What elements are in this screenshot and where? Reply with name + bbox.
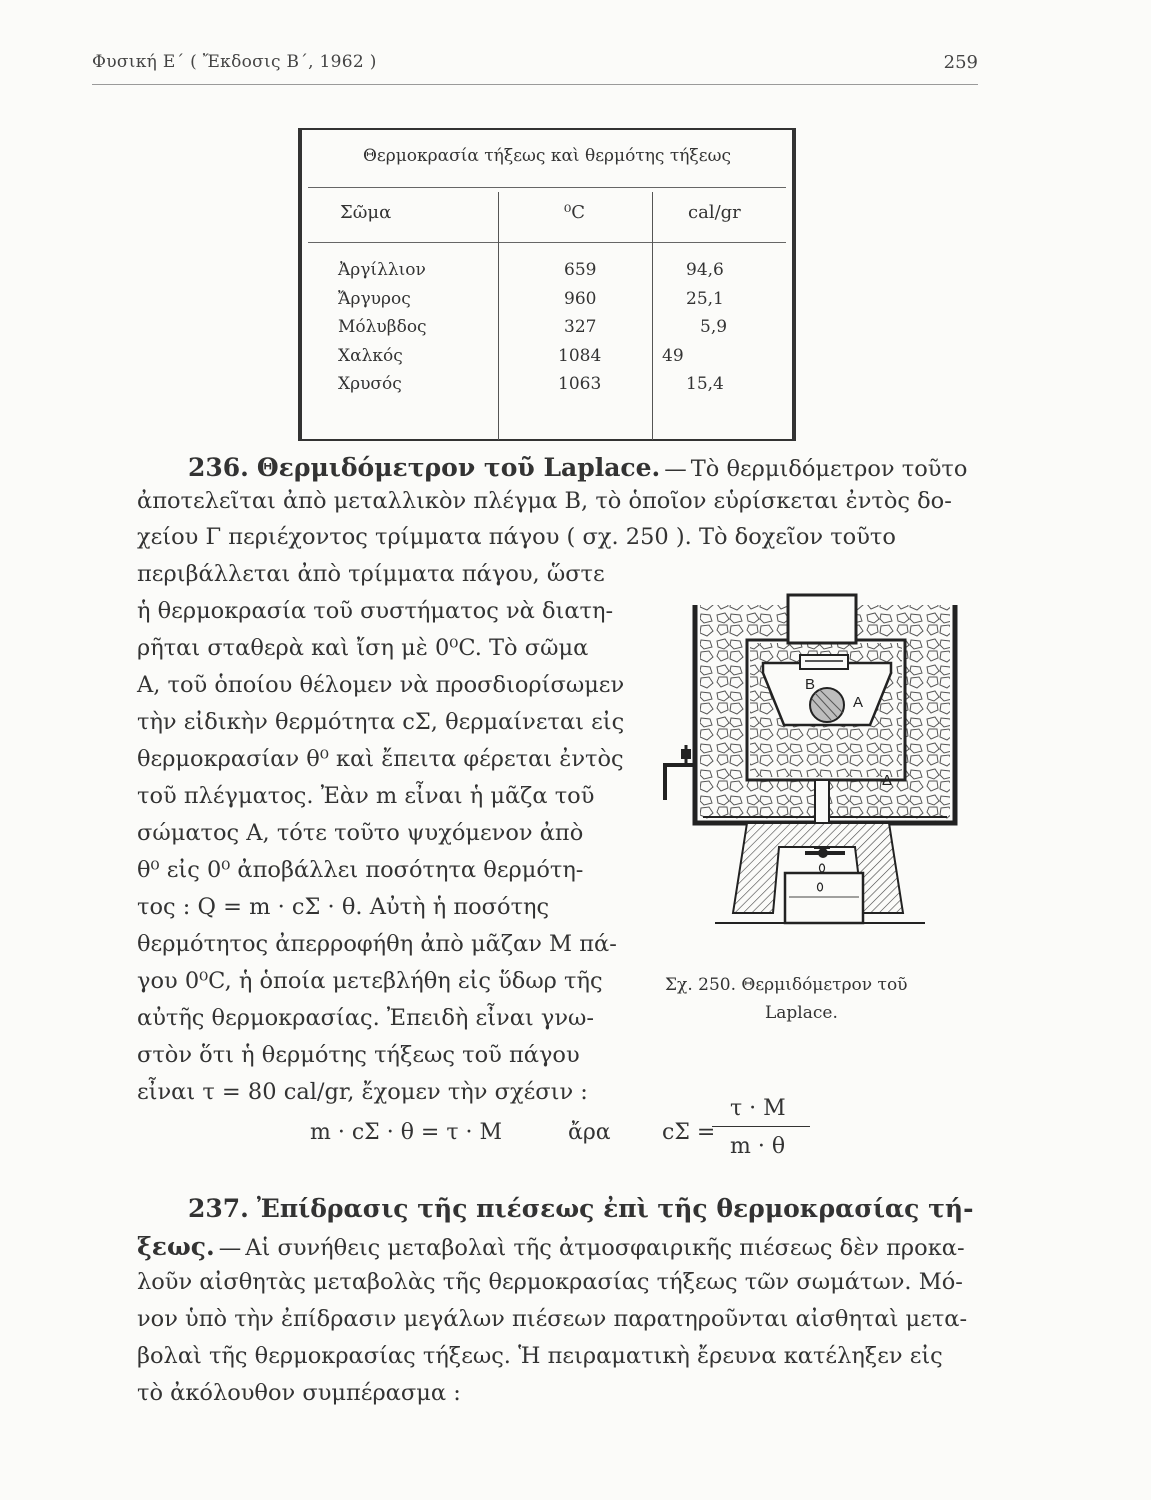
- melting-table: [298, 128, 796, 441]
- paragraph-line: αὐτῆς θερμοκρασίας. Ἐπειδὴ εἶναι γνω-: [137, 1005, 594, 1031]
- paragraph-line: ἡ θερμοκρασία τοῦ συστήματος νὰ διατη-: [137, 598, 614, 624]
- paragraph-line: Τὸ θερμιδόμετρον τοῦτο: [690, 456, 968, 482]
- table-rule: [308, 187, 786, 188]
- paragraph-line: σώματος Α, τότε τοῦτο ψυχόμενον ἀπὸ: [137, 820, 584, 846]
- paragraph-line: λοῦν αἰσθητὰς μεταβολὰς τῆς θερμοκρασίας τήξεως τῶν σωμάτων. Μό-: [137, 1269, 963, 1295]
- section-title: Θερμιδόμετρον τοῦ Laplace.: [256, 453, 661, 482]
- cell-heat: 49: [662, 345, 684, 366]
- cell-temperature: 1063: [558, 374, 602, 394]
- fraction-bar: [712, 1126, 810, 1127]
- cell-heat: 25,1: [686, 288, 724, 309]
- paragraph-line: ἀποτελεῖται ἀπὸ μεταλλικὸν πλέγμα Β, τὸ ὁποῖον εὑρίσκεται ἐντὸς δο-: [137, 488, 952, 514]
- paragraph-line: στὸν ὅτι ἡ θερμότης τήξεως τοῦ πάγου: [137, 1042, 580, 1068]
- section-dash: —: [664, 456, 687, 482]
- label-a: Α: [853, 694, 864, 711]
- paragraph-line: βολαὶ τῆς θερμοκρασίας τήξεως. Ἡ πειραματικὴ ἔρευνα κατέληξεν εἰς: [137, 1343, 943, 1369]
- paragraph-line: γου 0⁰C, ἡ ὁποία μετεβλήθη εἰς ὕδωρ τῆς: [137, 968, 603, 994]
- side-tap: [665, 765, 695, 800]
- section-237-heading: [188, 1196, 973, 1221]
- paragraph-line: θ⁰ εἰς 0⁰ ἀποβάλλει ποσότητα θερμότη-: [137, 857, 584, 883]
- section-236-heading: [188, 455, 967, 481]
- paragraph-line: τος : Q = m · cΣ · θ. Αὐτὴ ἡ ποσότης: [137, 894, 550, 920]
- paragraph-line: [137, 1234, 965, 1260]
- cell-temperature: 327: [564, 317, 597, 337]
- table-rule: [308, 242, 786, 243]
- paragraph-line: Α, τοῦ ὁποίου θέλομεν νὰ προσδιορίσωμεν: [137, 672, 625, 698]
- paragraph-line: θερμοκρασίαν θ⁰ καὶ ἔπειτα φέρεται ἐντὸς: [137, 746, 624, 772]
- caption-line: Laplace.: [765, 1003, 838, 1023]
- section-number: 236.: [188, 453, 249, 482]
- caption-line: Σχ. 250. Θερμιδόμετρον τοῦ: [665, 975, 908, 995]
- paragraph-line: χείου Γ περιέχοντος τρίμματα πάγου ( σχ. 250 ). Τὸ δοχεῖον τοῦτο: [137, 524, 896, 550]
- table-row: [302, 346, 792, 375]
- section-title-cont: ξεως.: [137, 1232, 215, 1261]
- cell-substance: Μόλυβδος: [338, 317, 427, 337]
- section-dash: —: [218, 1235, 242, 1261]
- calorimeter-figure: [655, 585, 975, 930]
- equation-word: ἄρα: [568, 1120, 611, 1145]
- cell-heat: 15,4: [686, 374, 724, 394]
- cell-temperature: 659: [564, 260, 597, 280]
- table-row: [302, 317, 792, 346]
- paragraph-line: τὴν εἰδικὴν θερμότητα cΣ, θερμαίνεται εἰς: [137, 709, 625, 735]
- label-b: Β: [805, 676, 816, 693]
- page-number: 259: [943, 52, 978, 73]
- section-title: Ἐπίδρασις τῆς πιέσεως ἐπὶ τῆς θερμοκρασίας τή-: [256, 1194, 974, 1223]
- paragraph-line: τοῦ πλέγματος. Ἐὰν m εἶναι ἡ μᾶζα τοῦ: [137, 783, 595, 809]
- cell-heat: 5,9: [700, 317, 728, 337]
- table-row: [302, 374, 792, 403]
- table-row: [302, 289, 792, 318]
- cell-temperature: 960: [564, 288, 597, 309]
- table-row: [302, 260, 792, 289]
- equation-numerator: τ · Μ: [730, 1096, 786, 1121]
- collecting-beaker: [785, 873, 863, 923]
- column-header-substance: Σῶμα: [340, 202, 392, 223]
- section-number: 237.: [188, 1194, 249, 1223]
- column-header-heat: cal/gr: [688, 202, 741, 223]
- cell-substance: Χρυσός: [338, 374, 402, 394]
- vessel-lid: [788, 595, 856, 643]
- table-body: [302, 260, 792, 403]
- cell-substance: Χαλκός: [338, 345, 403, 366]
- table-title: Θερμοκρασία τήξεως καὶ θερμότης τήξεως: [363, 146, 731, 166]
- cell-substance: Ἄργυρος: [338, 288, 411, 309]
- running-head: [92, 52, 978, 85]
- paragraph-line: νον ὑπὸ τὴν ἐπίδρασιν μεγάλων πιέσεων παρατηροῦνται αἰσθηταὶ μετα-: [137, 1306, 968, 1332]
- paragraph-line: περιβάλλεται ἀπὸ τρίμματα πάγου, ὥστε: [137, 561, 605, 587]
- paragraph-line: θερμότητος ἀπερροφήθη ἀπὸ μᾶζαν Μ πά-: [137, 931, 617, 957]
- paragraph-line: τὸ ἀκόλουθον συμπέρασμα :: [137, 1380, 461, 1406]
- equation-lhs: cΣ =: [662, 1120, 716, 1145]
- paragraph-line: εἶναι τ = 80 cal/gr, ἔχομεν τὴν σχέσιν :: [137, 1079, 588, 1105]
- cell-substance: Ἀργίλλιον: [338, 260, 426, 280]
- cell-temperature: 1084: [558, 345, 602, 366]
- paragraph-text: Αἱ συνήθεις μεταβολαὶ τῆς ἀτμοσφαιρικῆς πιέσεως δὲν προκα-: [245, 1235, 965, 1261]
- column-header-celsius: ⁰C: [564, 202, 585, 223]
- label-d: Δ: [882, 772, 893, 789]
- running-title: Φυσική Ε΄ ( Ἔκδοσις Β΄, 1962 ): [92, 52, 377, 72]
- equation-left: m · cΣ · θ = τ · Μ: [310, 1120, 503, 1145]
- equation-denominator: m · θ: [730, 1134, 786, 1159]
- paragraph-line: ρῆται σταθερὰ καὶ ἴση μὲ 0⁰C. Τὸ σῶμα: [137, 635, 589, 661]
- cell-heat: 94,6: [686, 260, 724, 280]
